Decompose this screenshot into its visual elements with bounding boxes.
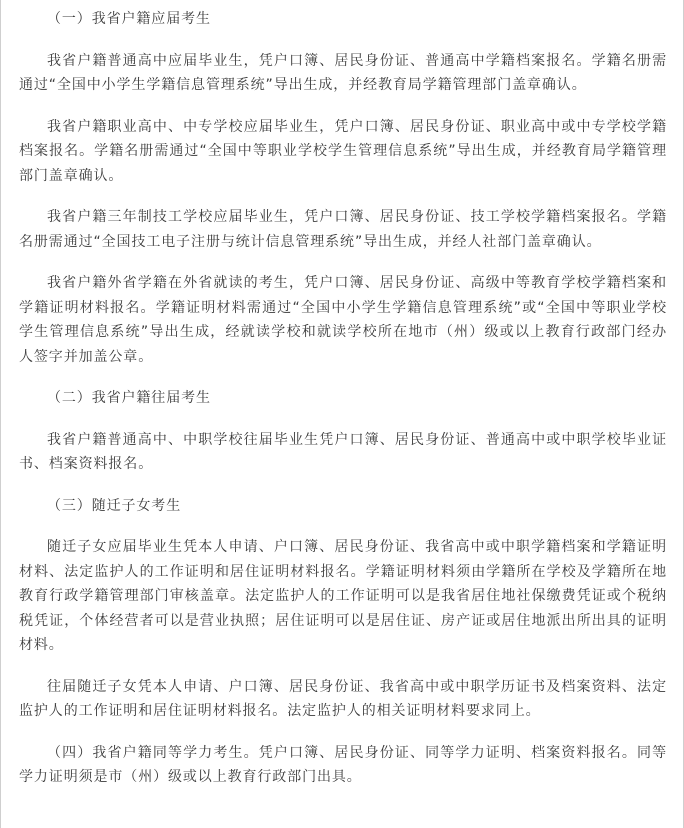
paragraph-technical-school: 我省户籍三年制技工学校应届毕业生，凭户口簿、居民身份证、技工学校学籍档案报名。学籍名册需通过“全国技工电子注册与统计信息管理系统”导出生成，并经人社部门盖章确认。 — [19, 209, 667, 250]
paragraph-equivalent-education: （四）我省户籍同等学力考生。凭户口簿、居民身份证、同等学力证明、档案资料报名。同等学力证明须是市（州）级或以上教育行政部门出具。 — [19, 744, 667, 785]
heading-fresh-graduates-local: （一）我省户籍应届考生 — [47, 11, 211, 27]
paragraph-general-high-school: 我省户籍普通高中应届毕业生，凭户口簿、居民身份证、普通高中学籍档案报名。学籍名册需通过“全国中小学生学籍信息管理系统”导出生成，并经教育局学籍管理部门盖章确认。 — [19, 52, 667, 93]
paragraph-out-of-province-enrollment: 我省户籍外省学籍在外省就读的考生，凭户口簿、居民身份证、高级中等教育学校学籍档案和学籍证明材料报名。学籍证明材料需通过“全国中小学生学籍信息管理系统”或“全国中等职业学校学生管理信息系统”导出生成，经就读学校和就读学校所在地市（州）级或以上教育行政部门经办人签字并加盖公章。 — [19, 275, 667, 365]
paragraph-vocational-high-school: 我省户籍职业高中、中专学校应届毕业生，凭户口簿、居民身份证、职业高中或中专学校学籍档案报名。学籍名册需通过“全国中等职业学校学生管理信息系统”导出生成，并经教育局学籍管理部门盖章确认。 — [19, 118, 667, 184]
paragraph-migrant-fresh-graduates: 随迁子女应届毕业生凭本人申请、户口簿、居民身份证、我省高中或中职学籍档案和学籍证明材料、法定监护人的工作证明和居住证明材料报名。学籍证明材料须由学籍所在学校及学籍所在地教育行政学籍管理部门审核盖章。法定监护人的工作证明可以是我省居住地社保缴费凭证或个税纳税凭证，个体经营者可以是营业执照；居住证明可以是居住证、房产证或居住地派出所出具的证明材料。 — [19, 539, 667, 653]
heading-migrant-children: （三）随迁子女考生 — [47, 497, 182, 514]
heading-past-graduates-local: （二）我省户籍往届考生 — [47, 390, 211, 406]
paragraph-migrant-past-graduates: 往届随迁子女凭本人申请、户口簿、居民身份证、我省高中或中职学历证书及档案资料、法定监护人的工作证明和居住证明材料报名。法定监护人的相关证明材料要求同上。 — [19, 678, 667, 719]
paragraph-past-graduates: 我省户籍普通高中、中职学校往届毕业生凭户口簿、居民身份证、普通高中或中职学校毕业证书、档案资料报名。 — [19, 431, 667, 472]
